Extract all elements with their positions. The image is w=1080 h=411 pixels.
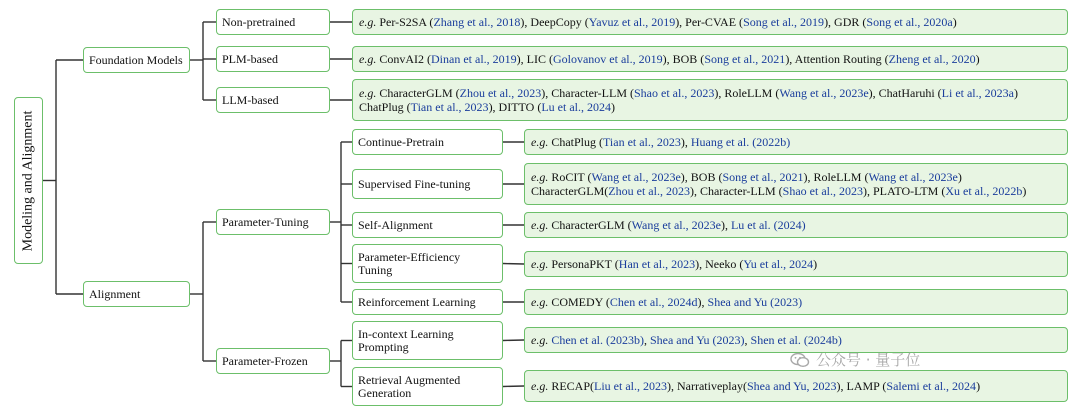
example-fragment: ChatPlug ( bbox=[548, 135, 603, 149]
example-fragment: RECAP( bbox=[548, 379, 595, 393]
example-fragment: ), PLATO-LTM ( bbox=[863, 184, 946, 198]
example-fragment: , bbox=[744, 333, 751, 347]
example-fragment: ) bbox=[975, 52, 980, 66]
example-fragment: ), bbox=[697, 295, 708, 309]
example-fragment: ), Narrativeplay( bbox=[667, 379, 747, 393]
example-text bbox=[531, 218, 806, 232]
example-fragment: ), Neeko ( bbox=[695, 257, 744, 271]
citation[interactable]: Yavuz et al., 2019 bbox=[588, 15, 676, 29]
example-fragment: ), Character-LLM ( bbox=[541, 86, 634, 100]
method-parameter-efficiency-tuning bbox=[352, 244, 503, 283]
example-fragment: ) bbox=[1013, 86, 1018, 100]
example-fragment: ) bbox=[976, 379, 981, 393]
example-fragment: ), LAMP ( bbox=[836, 379, 887, 393]
citation[interactable]: Wang et al., 2023e bbox=[779, 86, 869, 100]
eg-marker: e.g. bbox=[531, 218, 549, 232]
citation[interactable]: Zhou et al., 2023 bbox=[459, 86, 542, 100]
example-text bbox=[359, 52, 980, 66]
eg-marker: e.g. bbox=[531, 135, 549, 149]
example-fragment: ChatPlug ( bbox=[359, 100, 411, 114]
citation[interactable]: Song et al., 2019 bbox=[743, 15, 825, 29]
example-fragment: Per-S2SA ( bbox=[376, 15, 434, 29]
example-fragment: ), BOB ( bbox=[662, 52, 705, 66]
method-self-alignment bbox=[352, 212, 503, 238]
citation[interactable]: Huang et al. (2022b) bbox=[690, 135, 791, 149]
eg-marker: e.g. bbox=[359, 15, 377, 29]
citation[interactable]: Chen et al. (2023b) bbox=[551, 333, 644, 347]
subcategory-parameter-tuning bbox=[216, 209, 330, 235]
leaf-connector bbox=[503, 264, 524, 265]
example-text bbox=[359, 15, 957, 29]
root-label: Modeling and Alignment bbox=[20, 110, 36, 251]
wechat-icon bbox=[790, 352, 810, 368]
example-text bbox=[531, 333, 842, 347]
example-list bbox=[352, 79, 1068, 121]
example-fragment: ) bbox=[1022, 184, 1027, 198]
citation[interactable]: Zhang et al., 2018 bbox=[433, 15, 521, 29]
example-list bbox=[352, 46, 1068, 72]
example-text bbox=[531, 257, 817, 271]
example-fragment: ) bbox=[610, 100, 615, 114]
example-fragment: ), DITTO ( bbox=[488, 100, 542, 114]
example-fragment: ), bbox=[720, 218, 731, 232]
example-list bbox=[524, 163, 1068, 205]
subcategory-llm-based bbox=[216, 87, 330, 113]
example-fragment: ), Per-CVAE ( bbox=[675, 15, 744, 29]
subcategory-plm-based bbox=[216, 46, 330, 72]
citation[interactable]: Dinan et al., 2019 bbox=[431, 52, 517, 66]
citation[interactable]: Wang et al., 2023e bbox=[591, 170, 681, 184]
example-fragment: ), RoleLLM ( bbox=[803, 170, 869, 184]
citation[interactable]: Salemi et al., 2024 bbox=[886, 379, 977, 393]
eg-marker: e.g. bbox=[531, 295, 549, 309]
citation[interactable]: Han et al., 2023 bbox=[618, 257, 696, 271]
example-list bbox=[524, 251, 1068, 277]
citation[interactable]: Li et al., 2023a bbox=[941, 86, 1014, 100]
citation[interactable]: Zhou et al., 2023 bbox=[608, 184, 690, 198]
example-fragment: ) bbox=[813, 257, 818, 271]
citation[interactable]: Shao et al., 2023 bbox=[634, 86, 715, 100]
subcategory-label: PLM-based bbox=[222, 51, 278, 66]
citation[interactable]: Zheng et al., 2020 bbox=[888, 52, 976, 66]
method-retrieval-augmented-generation bbox=[352, 367, 503, 406]
method-label: Self-Alignment bbox=[358, 217, 433, 232]
example-fragment: ), Character-LLM ( bbox=[689, 184, 783, 198]
citation[interactable]: Yu et al., 2024 bbox=[743, 257, 814, 271]
example-list bbox=[524, 129, 1068, 155]
citation[interactable]: Shea and Yu (2023) bbox=[649, 333, 745, 347]
example-fragment: PersonaPKT ( bbox=[548, 257, 619, 271]
method-label: In-context Learning Prompting bbox=[358, 326, 454, 354]
category-label: Foundation Models bbox=[89, 52, 183, 67]
citation[interactable]: Song et al., 2021 bbox=[704, 52, 786, 66]
method-label: Reinforcement Learning bbox=[358, 294, 476, 309]
example-fragment: ), bbox=[680, 135, 691, 149]
method-in-context-learning-prompting bbox=[352, 321, 503, 360]
eg-marker: e.g. bbox=[531, 379, 549, 393]
citation[interactable]: Liu et al., 2023 bbox=[594, 379, 667, 393]
citation[interactable]: Wang et al., 2023e bbox=[868, 170, 958, 184]
example-list bbox=[524, 370, 1068, 402]
category-alignment bbox=[83, 281, 190, 307]
method-label: Parameter-Efficiency Tuning bbox=[358, 249, 461, 277]
category-label: Alignment bbox=[89, 286, 141, 301]
citation[interactable]: Shen et al. (2024b) bbox=[750, 333, 842, 347]
eg-marker: e.g. bbox=[531, 257, 549, 271]
example-fragment: , bbox=[643, 333, 650, 347]
citation[interactable]: Shao et al., 2023 bbox=[782, 184, 863, 198]
subcategory-label: Non-pretrained bbox=[222, 14, 296, 29]
example-fragment: ) bbox=[957, 170, 962, 184]
example-fragment: ) bbox=[952, 15, 957, 29]
example-list bbox=[524, 212, 1068, 238]
example-fragment: ), DeepCopy ( bbox=[520, 15, 589, 29]
citation[interactable]: Song et al., 2021 bbox=[722, 170, 804, 184]
subcategory-label: Parameter-Tuning bbox=[222, 214, 309, 229]
method-label: Retrieval Augmented Generation bbox=[358, 372, 461, 400]
citation[interactable]: Chen et al., 2024d bbox=[609, 295, 698, 309]
example-fragment: RoCIT ( bbox=[548, 170, 592, 184]
eg-marker: e.g. bbox=[359, 52, 377, 66]
category-foundation-models bbox=[83, 47, 190, 73]
example-fragment: ), GDR ( bbox=[824, 15, 867, 29]
citation[interactable]: Lu et al. (2024) bbox=[730, 218, 806, 232]
citation[interactable]: Shea and Yu, 2023 bbox=[746, 379, 837, 393]
method-continue-pretrain bbox=[352, 129, 503, 155]
subcategory-label: LLM-based bbox=[222, 92, 279, 107]
example-fragment: ), ChatHaruhi ( bbox=[868, 86, 942, 100]
example-list bbox=[524, 289, 1068, 315]
citation[interactable]: Golovanov et al., 2019 bbox=[552, 52, 663, 66]
method-label: Supervised Fine-tuning bbox=[358, 176, 471, 191]
subcategory-non-pretrained bbox=[216, 9, 330, 35]
example-fragment: ), BOB ( bbox=[680, 170, 723, 184]
subcategory-parameter-frozen bbox=[216, 348, 330, 374]
method-supervised-fine-tuning bbox=[352, 169, 503, 199]
example-fragment: CharacterGLM ( bbox=[548, 218, 632, 232]
citation[interactable]: Wang et al., 2023e bbox=[631, 218, 721, 232]
example-list bbox=[352, 9, 1068, 35]
citation[interactable]: Tian et al., 2023 bbox=[410, 100, 489, 114]
example-text bbox=[359, 86, 1018, 114]
example-fragment: COMEDY ( bbox=[548, 295, 610, 309]
method-label: Continue-Pretrain bbox=[358, 134, 444, 149]
citation[interactable]: Xu et al., 2022b bbox=[945, 184, 1023, 198]
example-text bbox=[531, 170, 1026, 198]
subcategory-label: Parameter-Frozen bbox=[222, 353, 308, 368]
example-fragment: ConvAI2 ( bbox=[376, 52, 431, 66]
example-text bbox=[531, 295, 802, 309]
watermark bbox=[790, 349, 920, 370]
leaf-connector bbox=[503, 386, 524, 387]
example-fragment: ), RoleLLM ( bbox=[714, 86, 780, 100]
example-fragment: CharacterGLM ( bbox=[376, 86, 460, 100]
citation[interactable]: Song et al., 2020a bbox=[866, 15, 953, 29]
example-fragment: ), LIC ( bbox=[516, 52, 553, 66]
eg-marker: e.g. bbox=[531, 170, 549, 184]
eg-marker: e.g. bbox=[531, 333, 549, 347]
citation[interactable]: Tian et al., 2023 bbox=[603, 135, 681, 149]
root-node bbox=[14, 97, 43, 264]
citation[interactable]: Shea and Yu (2023) bbox=[707, 295, 803, 309]
method-reinforcement-learning bbox=[352, 289, 503, 315]
citation[interactable]: Lu et al., 2024 bbox=[541, 100, 611, 114]
leaf-connector bbox=[503, 340, 524, 341]
example-text bbox=[531, 379, 980, 393]
example-fragment: CharacterGLM( bbox=[531, 184, 609, 198]
watermark-text: 公众号 · 量子位 bbox=[816, 351, 921, 369]
eg-marker: e.g. bbox=[359, 86, 377, 100]
example-text bbox=[531, 135, 790, 149]
example-fragment: ), Attention Routing ( bbox=[785, 52, 889, 66]
